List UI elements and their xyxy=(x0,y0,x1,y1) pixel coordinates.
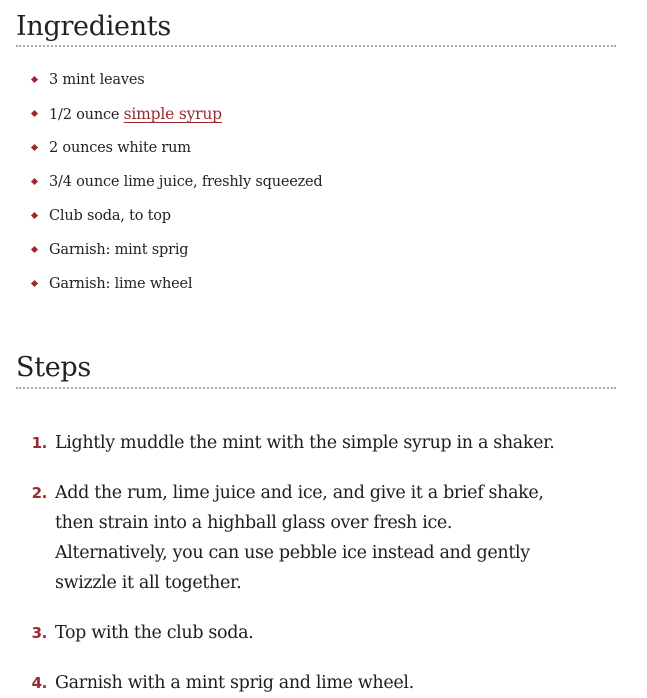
diamond-bullet-icon xyxy=(31,76,38,83)
step-number: 2. xyxy=(31,484,47,502)
step-item xyxy=(0,428,600,458)
ingredient-text: Garnish: mint sprig xyxy=(49,242,189,258)
diamond-bullet-icon xyxy=(31,246,38,253)
step-text: Add the rum, lime juice and ice, and give it a brief shake, then strain into a highball glass over fresh ice. Alternatively, you can use pebble ice instead and gently swizzle it all together. xyxy=(55,483,544,593)
ingredients-divider xyxy=(16,45,616,47)
step-text: Lightly muddle the mint with the simple syrup in a shaker. xyxy=(55,433,555,453)
step-list xyxy=(0,428,600,698)
ingredient-item xyxy=(0,240,323,274)
ingredient-text: Club soda, to top xyxy=(49,208,171,224)
ingredient-text: 3 mint leaves xyxy=(49,72,145,88)
ingredient-item xyxy=(0,70,323,104)
ingredient-list xyxy=(0,70,323,308)
diamond-bullet-icon xyxy=(31,280,38,287)
ingredient-text: 3/4 ounce lime juice, freshly squeezed xyxy=(49,174,323,190)
diamond-bullet-icon xyxy=(31,212,38,219)
ingredient-item xyxy=(0,104,323,138)
step-item xyxy=(0,618,600,648)
steps-divider xyxy=(16,387,616,389)
diamond-bullet-icon xyxy=(31,178,38,185)
ingredient-item xyxy=(0,206,323,240)
step-number: 3. xyxy=(31,624,47,642)
ingredient-item xyxy=(0,274,323,308)
step-item xyxy=(0,478,600,598)
ingredient-text: Garnish: lime wheel xyxy=(49,276,193,292)
ingredient-item xyxy=(0,172,323,206)
ingredient-text: 1/2 ounce xyxy=(49,107,124,123)
diamond-bullet-icon xyxy=(31,144,38,151)
step-number: 1. xyxy=(31,434,47,452)
step-text: Garnish with a mint sprig and lime wheel. xyxy=(55,673,414,693)
step-text: Top with the club soda. xyxy=(55,623,254,643)
step-item xyxy=(0,668,600,698)
step-number: 4. xyxy=(31,674,47,692)
simple-syrup-link[interactable]: simple syrup xyxy=(123,105,222,123)
ingredient-text: 2 ounces white rum xyxy=(49,140,191,156)
steps-heading: Steps xyxy=(16,352,91,383)
ingredient-item xyxy=(0,138,323,172)
diamond-bullet-icon xyxy=(31,110,38,117)
ingredients-heading: Ingredients xyxy=(16,11,171,42)
